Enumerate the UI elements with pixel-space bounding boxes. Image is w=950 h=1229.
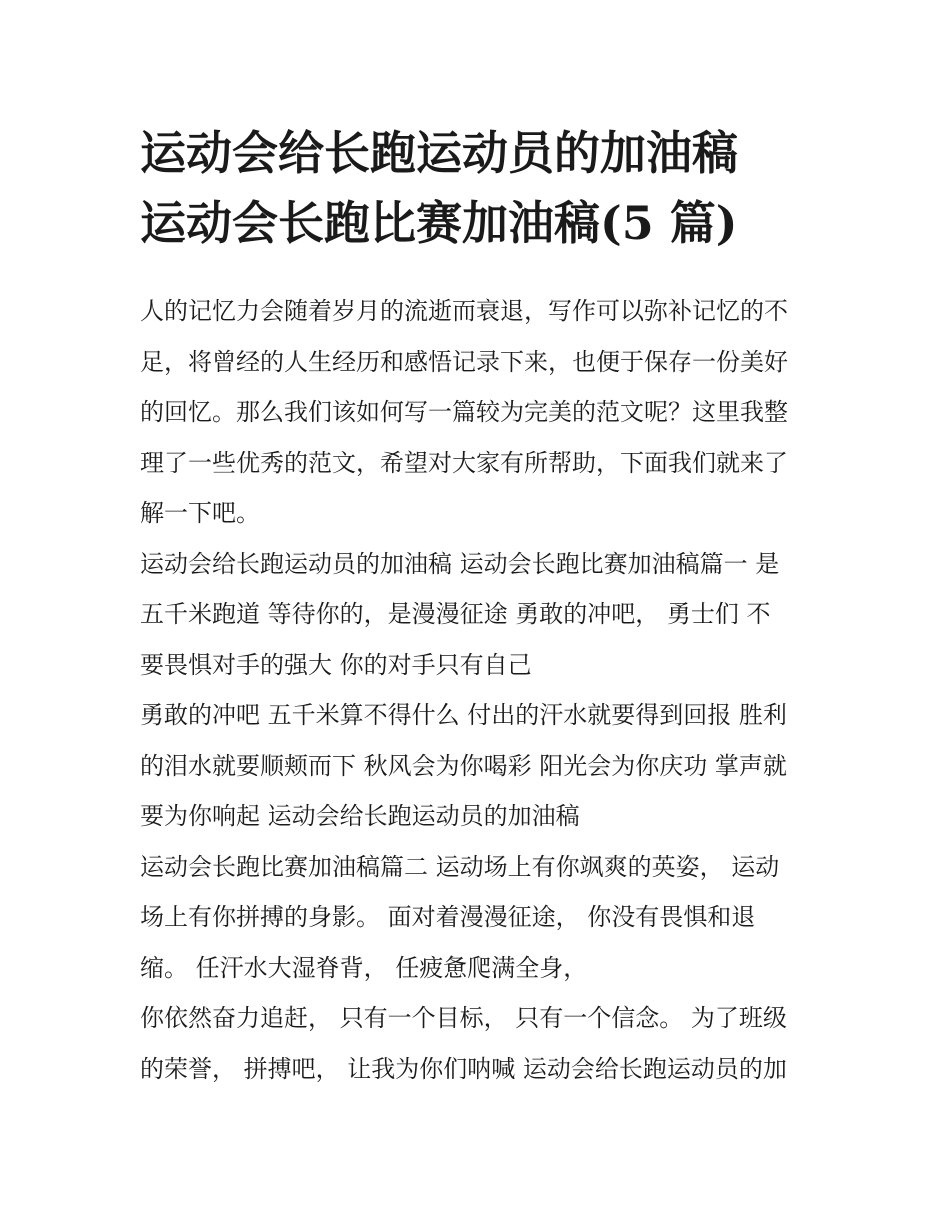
text-line: 五千米跑道 等待你的，是漫漫征途 勇敢的冲吧， 勇士们 不 bbox=[140, 600, 771, 628]
paragraph-one bbox=[140, 539, 820, 691]
text-line: 的荣誉， 拼搏吧， 让我为你们呐喊 运动会给长跑运动员的加 bbox=[140, 1054, 787, 1083]
text-line: 的泪水就要顺颊而下 秋风会为你喝彩 阳光会为你庆功 掌声就 bbox=[140, 751, 787, 780]
paragraph-three bbox=[140, 842, 820, 994]
text-line: 足，将曾经的人生经历和感悟记录下来，也便于保存一份美好 bbox=[140, 347, 788, 376]
text-line: 你依然奋力追赶， 只有一个目标， 只有一个信念。 为了班级 bbox=[140, 1004, 787, 1032]
text-line: 勇敢的冲吧 五千米算不得什么 付出的汗水就要得到回报 胜利 bbox=[140, 701, 787, 729]
title-spacer bbox=[140, 258, 820, 286]
text-line: 场上有你拼搏的身影。 面对着漫漫征途， 你没有畏惧和退 bbox=[140, 903, 756, 931]
document-page bbox=[140, 118, 820, 1094]
text-line: 理了一些优秀的范文，希望对大家有所帮助，下面我们就来了 bbox=[140, 448, 788, 477]
paragraph-four bbox=[140, 993, 820, 1094]
text-line: 要畏惧对手的强大 你的对手只有自己 bbox=[140, 650, 532, 679]
title-line-1: 运动会给长跑运动员的加油稿 bbox=[140, 126, 738, 180]
text-line: 人的记忆力会随着岁月的流逝而衰退，写作可以弥补记忆的不 bbox=[140, 297, 788, 325]
text-line: 的回忆。那么我们该如何写一篇较为完美的范文呢？这里我整 bbox=[140, 398, 788, 426]
text-line: 要为你响起 运动会给长跑运动员的加油稿 bbox=[140, 802, 580, 830]
paragraph-two bbox=[140, 690, 820, 842]
paragraph-intro bbox=[140, 286, 820, 539]
text-line: 运动会长跑比赛加油稿篇二 运动场上有你飒爽的英姿， 运动 bbox=[140, 852, 780, 881]
text-line: 运动会给长跑运动员的加油稿 运动会长跑比赛加油稿篇一 是 bbox=[140, 549, 780, 578]
text-line: 解一下吧。 bbox=[140, 499, 260, 527]
title-line-2: 运动会长跑比赛加油稿(5 篇) bbox=[140, 196, 738, 250]
text-line: 缩。 任汗水大湿脊背， 任疲惫爬满全身， bbox=[140, 953, 588, 982]
